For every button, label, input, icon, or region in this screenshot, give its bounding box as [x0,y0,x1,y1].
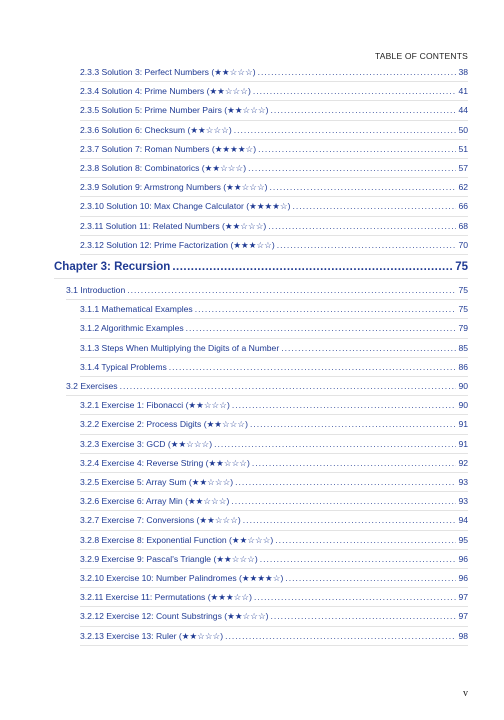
toc-entry-page: 97 [458,592,468,603]
toc-subsection-entry[interactable] [80,573,468,584]
toc-entry-page: 93 [458,496,468,507]
toc-entry-page: 91 [458,419,468,430]
leader-dots [268,221,456,231]
leader-dots [169,362,457,372]
leader-dots [214,439,456,449]
toc-subsection-entry[interactable] [80,631,468,642]
toc-entry-page: 57 [458,163,468,173]
row-separator [80,587,468,588]
toc-subsection-entry[interactable] [80,125,468,136]
toc-subsection-entry[interactable] [80,343,468,353]
toc-subsection-entry[interactable] [80,86,468,97]
leader-dots [258,144,456,154]
leader-dots [260,554,457,564]
leader-dots [293,201,457,211]
leader-dots [275,535,456,545]
leader-dots [250,419,456,429]
toc-entry-title: 3.1.2 Algorithmic Examples [80,323,184,334]
row-separator [80,196,468,197]
toc-subsection-entry[interactable] [80,554,468,565]
row-separator [80,139,468,140]
toc-entry-title: 3.2.4 Exercise 4: Reverse String (★★☆☆☆) [80,457,250,468]
row-separator [54,278,468,279]
toc-subsection-entry[interactable] [80,477,468,488]
toc-entry-page: 62 [458,182,468,193]
toc-entry-title: 3.2.10 Exercise 10: Number Palindromes (★★★★☆) [80,573,284,583]
row-separator [80,453,468,454]
toc-subsection-entry[interactable] [80,400,468,411]
row-separator [80,491,468,492]
toc-entry-page: 98 [458,630,468,641]
toc-entry-page: 91 [458,438,468,449]
toc-entry-title: Chapter 3: Recursion [54,261,171,273]
toc-entry-page: 66 [458,201,468,212]
leader-dots [248,163,456,173]
toc-entry-page: 94 [458,515,468,526]
toc-entry-title: 3.2.7 Exercise 7: Conversions (★★☆☆☆) [80,515,241,526]
row-separator [80,549,468,550]
toc-entry-page: 79 [458,323,468,334]
toc-entry-title: 2.3.10 Solution 10: Max Change Calculator (★★★★☆) [80,201,291,212]
toc-entry-page: 41 [458,86,468,97]
toc-entry-title: 2.3.9 Solution 9: Armstrong Numbers (★★☆☆☆) [80,182,268,193]
row-separator [80,100,468,101]
toc-entry-page: 96 [458,553,468,564]
toc-subsection-entry[interactable] [80,182,468,193]
toc-entry-title: 2.3.3 Solution 3: Perfect Numbers (★★☆☆☆) [80,67,256,77]
toc-entry-page: 70 [458,239,468,250]
toc-subsection-entry[interactable] [80,458,468,469]
toc-entry-title: 3.2 Exercises [66,381,118,391]
toc-subsection-entry[interactable] [80,515,468,526]
toc-chapter-entry[interactable] [54,261,468,273]
leader-dots [195,304,457,314]
toc-entry-title: 3.1.3 Steps When Multiplying the Digits of a Number [80,342,280,353]
toc-entry-title: 3.2.8 Exercise 8: Exponential Function (★★☆☆☆) [80,534,274,545]
row-separator [80,318,468,319]
leader-dots [281,343,456,353]
leader-dots [252,458,457,468]
toc-entry-page: 85 [458,342,468,353]
row-separator [80,338,468,339]
toc-entry-page: 50 [458,124,468,135]
toc-entry-title: 3.2.1 Exercise 1: Fibonacci (★★☆☆☆) [80,400,230,411]
toc-entry-page: 75 [458,285,468,295]
toc-entry-page: 75 [455,261,468,273]
toc-entry-title: 3.1.1 Mathematical Examples [80,304,193,315]
toc-entry-page: 86 [458,361,468,372]
toc-subsection-entry[interactable] [80,105,468,116]
toc-entry-page: 95 [458,534,468,545]
toc-entry-page: 97 [458,611,468,622]
toc-entry-page: 90 [458,381,468,391]
toc-entry-page: 38 [458,67,468,77]
row-separator [80,158,468,159]
toc-entry-title: 3.2.13 Exercise 13: Ruler (★★☆☆☆) [80,630,224,641]
toc-subsection-entry[interactable] [80,362,468,372]
running-header: TABLE OF CONTENTS [375,51,468,61]
toc-entry-title: 2.3.7 Solution 7: Roman Numbers (★★★★☆) [80,143,257,154]
leader-dots [270,182,457,192]
toc-entry-title: 2.3.12 Solution 12: Prime Factorization (★★★☆☆) [80,239,275,250]
toc-entry-title: 2.3.8 Solution 8: Combinatorics (★★☆☆☆) [80,163,247,173]
leader-dots [172,261,453,273]
leader-dots [243,515,457,525]
toc-subsection-entry[interactable] [80,240,468,251]
toc-subsection-entry[interactable] [80,304,468,314]
row-separator [80,376,468,377]
row-separator [80,414,468,415]
toc-entry-page: 96 [458,573,468,583]
leader-dots [271,105,457,115]
toc-entry-title: 3.1.4 Typical Problems [80,361,167,372]
toc-subsection-entry[interactable] [80,592,468,603]
row-separator [80,645,468,646]
toc-subsection-entry[interactable] [80,323,468,333]
toc-entry-page: 92 [458,457,468,468]
leader-dots [231,496,456,506]
toc-section-entry[interactable] [66,285,468,295]
toc-entry-title: 3.2.12 Exercise 12: Count Substrings (★★☆☆☆) [80,611,269,622]
toc-entry-page: 68 [458,220,468,231]
toc-entry-title: 3.1 Introduction [66,285,126,295]
row-separator [66,395,468,396]
row-separator [80,510,468,511]
toc-entry-title: 3.2.11 Exercise 11: Permutations (★★★☆☆) [80,592,252,603]
row-separator [66,299,468,300]
toc-entry-title: 2.3.6 Solution 6: Checksum (★★☆☆☆) [80,124,232,135]
row-separator [80,216,468,217]
leader-dots [285,573,456,583]
toc-entry-page: 51 [458,143,468,154]
toc-subsection-entry[interactable] [80,201,468,212]
row-separator [80,568,468,569]
row-separator [80,81,468,82]
toc-entry-page: 75 [458,304,468,315]
toc-entry-page: 93 [458,477,468,487]
leader-dots [277,240,457,250]
toc-subsection-entry[interactable] [80,221,468,232]
toc-subsection-entry[interactable] [80,611,468,622]
leader-dots [186,323,457,333]
toc-entry-title: 3.2.2 Exercise 2: Process Digits (★★☆☆☆) [80,419,248,430]
toc-entry-page: 44 [458,105,468,116]
row-separator [80,235,468,236]
leader-dots [232,400,457,410]
toc-entry-title: 2.3.4 Solution 4: Prime Numbers (★★☆☆☆) [80,86,251,97]
toc-subsection-entry[interactable] [80,144,468,155]
toc-entry-title: 3.2.6 Exercise 6: Array Min (★★☆☆☆) [80,496,230,507]
row-separator [80,254,468,255]
toc-subsection-entry[interactable] [80,163,468,174]
row-separator [80,434,468,435]
toc-entry-title: 3.2.3 Exercise 3: GCD (★★☆☆☆) [80,438,213,449]
toc-subsection-entry[interactable] [80,496,468,507]
toc-section-entry[interactable] [66,381,468,391]
row-separator [80,177,468,178]
row-separator [80,472,468,473]
row-separator [80,530,468,531]
leader-dots [258,67,457,77]
leader-dots [225,631,456,641]
toc-entry-title: 3.2.9 Exercise 9: Pascal's Triangle (★★☆☆☆) [80,553,258,564]
leader-dots [234,125,457,135]
leader-dots [253,86,457,96]
page-number: v [463,688,468,699]
row-separator [80,357,468,358]
leader-dots [235,477,456,487]
toc-subsection-entry[interactable] [80,67,468,78]
toc-subsection-entry[interactable] [80,439,468,450]
toc-entry-title: 2.3.11 Solution 11: Related Numbers (★★☆☆☆) [80,220,267,231]
leader-dots [271,611,457,621]
toc-entry-title: 3.2.5 Exercise 5: Array Sum (★★☆☆☆) [80,477,234,487]
leader-dots [254,592,456,602]
leader-dots [127,285,456,295]
leader-dots [120,381,457,391]
toc-subsection-entry[interactable] [80,419,468,430]
row-separator [80,606,468,607]
toc-entry-page: 90 [458,400,468,411]
row-separator [80,120,468,121]
row-separator [80,626,468,627]
toc-entry-title: 2.3.5 Solution 5: Prime Number Pairs (★★☆☆☆) [80,105,269,116]
toc-subsection-entry[interactable] [80,535,468,546]
